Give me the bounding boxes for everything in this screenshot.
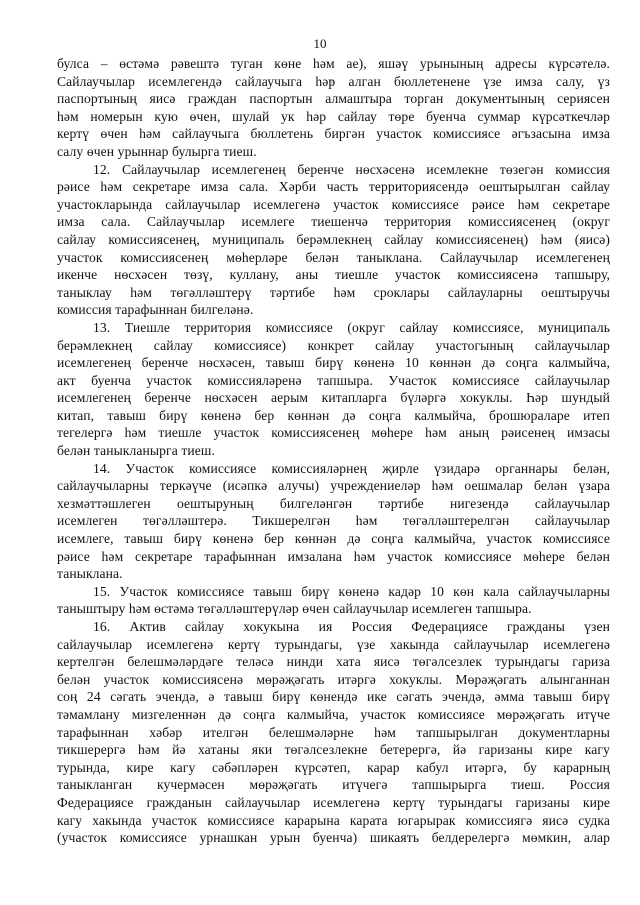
text-line: 12. Сайлаучылар исемлегенең беренче нөсхәсенә исемлекне төзегән комиссия [93,161,610,177]
text-line: исемлеге, тавыш бирү көненә бер көннән дә соңга калмыйча, участок комиссиясе [57,531,610,547]
text-line: кертелгән белешмәләрдәге теләсә нинди хата яисә төгәлсезлек турындагы гариза [57,654,610,670]
text-line: 15. Участок комиссиясе тавыш бирү көненә кадәр 10 көн кала сайлаучыларны [93,583,610,599]
text-line: исемлегенең беренче нөсхәсен аерым китапларга бүләргә хокуклы. Һәр шундый [57,390,610,406]
text-line: тикшерергә һәм йә хатаны яки төгәлсезлекне бетерергә, йә гаризаны кире кагу [57,742,610,758]
text-line: таныкланган кучермәсен мөрәҗәгать итүчегә тапшырырга тиеш. Россия [57,777,610,793]
text-line: исемлеген төгәлләштерә. Тикшерелгән һәм төгәлләштерелгән сайлаучылар [57,513,610,529]
text-line: акт буенча участок комиссияләренә тапшыра. Участок комиссиясе сайлаучылар [57,372,610,388]
text-line: 13. Тиешле территория комиссиясе (округ сайлау комиссиясе, муниципаль [93,319,610,335]
text-line: таныштыру һәм өстәмә төгәлләштерүләр өчен сайлаучылар исемлеген тапшыра. [57,601,532,617]
text-line: рәисе һәм секретаре тарафыннан имзалана һәм участок комиссиясе мөһере белән [57,548,610,564]
text-line: белән таныкланырга тиеш. [57,443,215,459]
text-line: участок комиссиясенең мөһерләре белән таныклана. Сайлаучылар исемлегенең [57,249,610,265]
text-line: икенче нөсхәсен төзү, куллану, аны тиешле участок комиссиясенә тапшыру, [57,267,610,283]
text-line: сайлаучыларны теркәүче (исәпкә алучы) учреждениеләр һәм оешмалар белән үзара [57,478,610,494]
text-line: 16. Актив сайлау хокукына ия Россия Федерациясе гражданы үзен [93,619,610,634]
text-line: имза сала. Сайлаучылар исемлеге тиешенчә территория комиссиясенең (округ [57,214,610,230]
text-line: Сайлаучылар исемлегендә сайлаучыга һәр алган бюллетенене үзе имза салу, үз [57,73,610,89]
text-line: соң 24 сәгать эчендә, ә тавыш бирү көнендә ике сәгать эчендә, әмма тавыш бирү [57,689,610,705]
text-line: исемлегенең беренче нөсхәсен, тавыш бирү көненә 10 көннән дә соңга калмыйча, [57,355,610,371]
text-line: тегелергә һәм тиешле участок комиссиясенең мөһере һәм аның рәисенең имзасы [57,425,610,441]
text-line: һәм номерын кую өчен, шулай ук һәр сайлау төре буенча суммар күрсәткечләр [57,108,610,124]
text-line: хезмәттәшлеген оештыруның билгеләнгән тәртибе нигезендә сайлаучылар [57,495,610,511]
text-line: паспортының яисә граждан паспортын алмаштыра торган документының сериясен [57,91,610,107]
text-line: берәмлекнең сайлау комиссиясе) конкрет сайлау участогының сайлаучылар [57,337,610,353]
text-line: кертү өчен һәм сайлаучыга бюллетень биргән участок комиссиясе әгъзасына имза [57,126,610,142]
text-line: таныклау һәм төгәлләштерү тәртибе һәм сроклары сайлауларны оештыручы [57,284,610,300]
text-line: таныклана. [57,566,123,582]
text-line: кагу хакында участок комиссиясе карарына карата югарырак комиссиягә яисә судка [57,812,610,828]
text-line: 14. Участок комиссиясе комиссияләрнең җирле үзидарә органнары белән, [93,460,610,476]
text-line: булса – өстәмә рәвештә туган көне һәм ае), яшәү урынының адресы күрсәтелә. [57,56,610,71]
text-line: тәмамлану мизгеленнән дә соңга калмыйча, участок комиссиясе мөрәҗәгать итүче [57,706,610,722]
text-line: салу өчен урыннар булырга тиеш. [57,143,257,159]
text-line: китап, тавыш бирү көненә бер көннән дә соңга калмыйча, брошюраларе итеп [57,407,610,423]
text-line: комиссия тарафыннан билгеләнә. [57,302,254,318]
text-line: участокларында сайлаучылар исемлегенә участок комиссиясе рәисе һәм секретаре [57,196,610,212]
text-line: (участок комиссиясе урнашкан урын буенча) шикаять белдерелергә мөмкин, алар [57,830,610,846]
text-line: сайлау комиссиясенең, муниципаль берәмлекнең сайлау комиссиясенең) һәм (яисә) [57,231,610,247]
text-line: сайлаучылар исемлегенә кертү турындагы, үзе хакында сайлаучылар исемлегенә [57,636,610,652]
text-line: рәисе һәм секретаре имза сала. Хәрби часть территориясендә оештырылган сайлау [57,179,610,195]
text-line: турында, кире кагу сәбәпләрен күрсәтеп, карар кабул итәргә, бу карарның [57,759,610,775]
text-line: Федерациясе гражданын сайлаучылар исемлегенә кертү турындагы гаризаны кире [57,794,610,810]
page-number: 10 [313,36,327,51]
text-line: тарафыннан хәбәр ителгән белешмәләрне һәм тапшырылган документларны [57,724,610,740]
text-line: белән участок комиссиясенә мөрәҗәгать итәргә хокуклы. Мөрәҗәгать алынганнан [57,671,610,687]
body-text [57,55,610,847]
